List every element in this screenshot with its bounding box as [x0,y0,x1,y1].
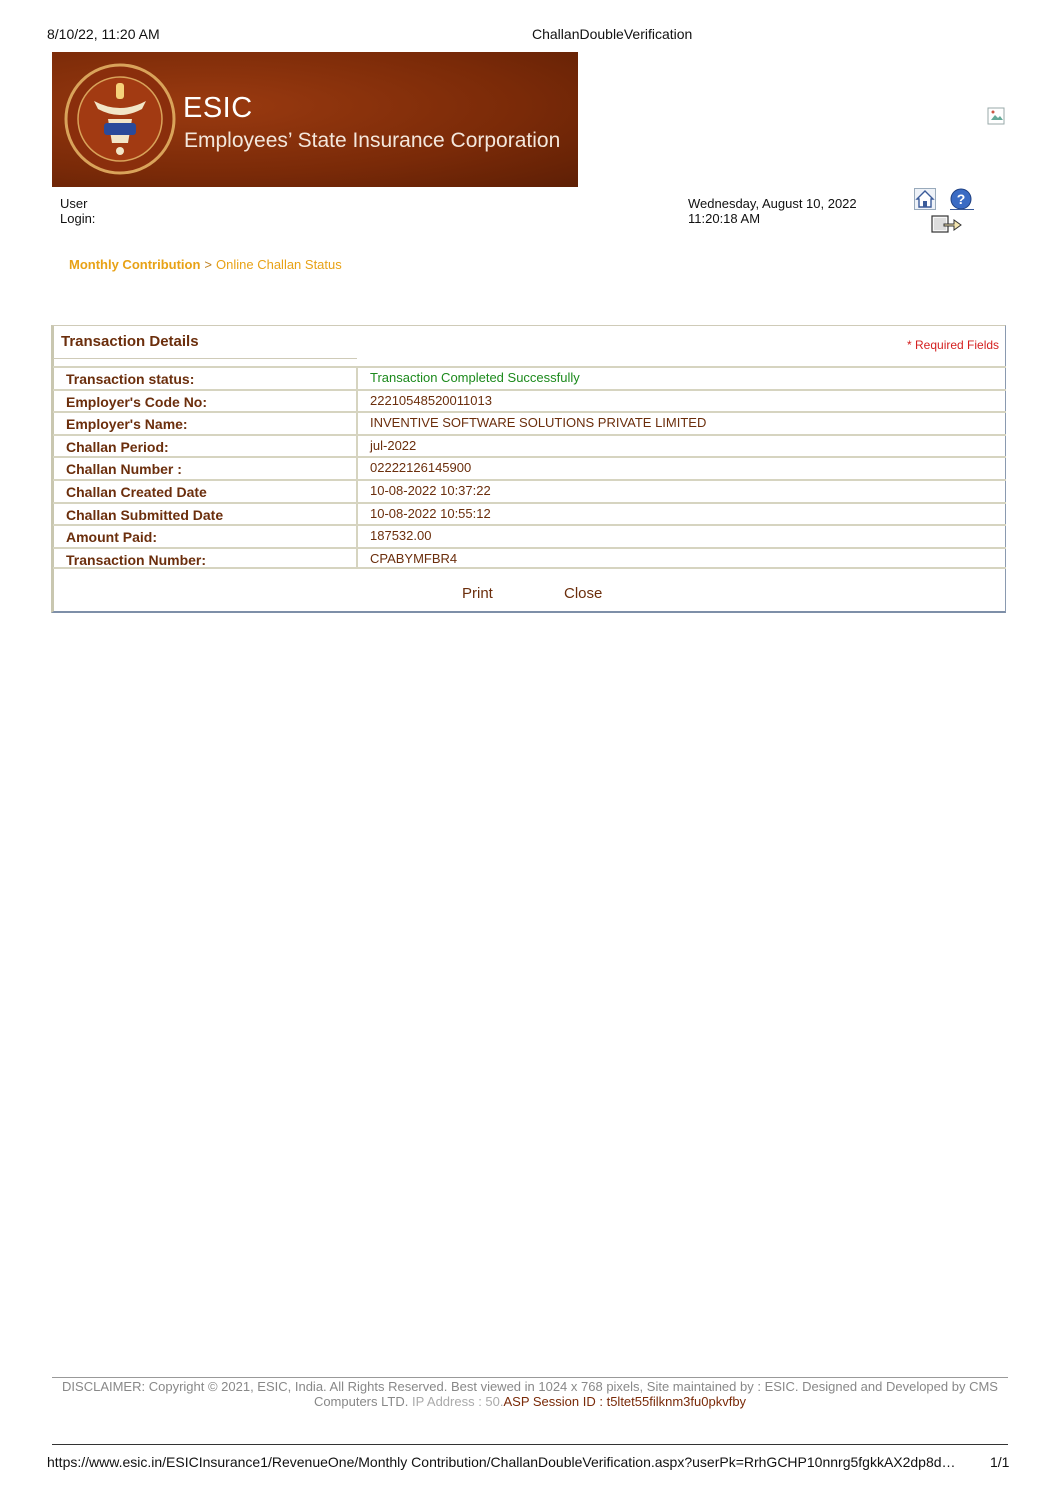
row-divider [356,547,358,568]
challan-created-date-value: 10-08-2022 10:37:22 [370,482,491,498]
breadcrumb-separator: > [204,257,213,272]
print-footer-rule [52,1444,1008,1445]
table-row [53,456,1006,479]
current-time: 11:20:18 AM [688,211,761,226]
required-fields-note: * Required Fields [907,338,1000,352]
print-datetime: 8/10/22, 11:20 AM [47,26,160,42]
table-row [53,411,1006,434]
esic-banner [52,52,578,187]
user-label-line2: Login: [60,211,96,226]
row-divider [356,479,358,502]
table-row [53,479,1006,502]
row-divider [356,524,358,547]
row-label: Employer's Code No: [66,393,208,410]
row-label: Amount Paid: [66,529,157,546]
breadcrumb-current: Online Challan Status [216,257,342,272]
svg-text:?: ? [956,191,966,207]
transaction-status-value: Transaction Completed Successfully [370,370,580,385]
row-label: Employer's Name: [66,416,188,433]
home-icon[interactable] [914,188,936,210]
print-page-number: 1/1 [990,1454,1010,1470]
breadcrumb-monthly-contribution[interactable]: Monthly Contribution [69,257,201,272]
breadcrumb [69,257,342,272]
table-row [53,524,1006,547]
challan-number-value: 02222126145900 [370,460,472,476]
row-label: Challan Period: [66,438,169,455]
row-divider [356,366,358,389]
row-label: Transaction status: [66,371,195,387]
row-label: Challan Created Date [66,483,207,500]
row-label: Challan Number : [66,461,182,478]
panel-title-underline [53,358,357,359]
row-label: Challan Submitted Date [66,506,224,523]
table-row [53,434,1006,457]
challan-period-value: jul-2022 [370,437,417,453]
challan-submitted-date-value: 10-08-2022 10:55:12 [370,505,491,521]
panel-title: Transaction Details [61,333,199,350]
esic-logo [64,63,176,175]
employer-code-value: 22210548520011013 [370,392,492,408]
transaction-table [53,366,1006,569]
current-date: Wednesday, August 10, 2022 [688,196,857,211]
print-button[interactable]: Print [462,585,493,602]
table-row [53,502,1006,525]
ip-address: IP Address : 50. [408,1394,504,1409]
table-row [53,366,1006,389]
employer-name-value: INVENTIVE SOFTWARE SOLUTIONS PRIVATE LIMITED [370,415,707,431]
broken-image-icon [987,107,1007,127]
table-row [53,547,1006,570]
row-label: Transaction Number: [66,551,207,568]
print-page-title: ChallanDoubleVerification [532,26,693,42]
session-id: ASP Session ID : t5ltet55filknm3fu0pkvfby [503,1394,747,1409]
user-label-line1: User [60,196,88,211]
row-divider [356,389,358,412]
disclaimer-text: DISCLAIMER: Copyright © 2021, ESIC, India. All Rights Reserved. Best viewed in 1024 x 768 pixels, Site maintained by : ESIC. Designed and Developed by CMS Computers LTD. [62,1379,998,1409]
row-divider [356,411,358,434]
disclaimer [52,1379,1008,1409]
row-divider [356,456,358,479]
user-login-label [60,196,95,226]
help-icon[interactable] [950,188,974,210]
transaction-number-value: CPABYMFBR4 [370,550,458,566]
banner-brand: ESIC [183,92,253,124]
logout-icon[interactable] [931,213,963,235]
banner-subtitle: Employees’ State Insurance Corporation [184,129,561,152]
row-divider [356,434,358,457]
print-url: https://www.esic.in/ESICInsurance1/RevenueOne/Monthly Contribution/ChallanDoubleVerification.aspx?userPk=RrhGCHP10nnrg5fgkkAX2dp8d… [47,1454,956,1470]
row-divider [356,502,358,525]
table-row [53,389,1006,412]
current-datetime [688,196,857,226]
disclaimer-rule [52,1377,1008,1378]
close-button[interactable]: Close [564,585,603,602]
amount-paid-value: 187532.00 [370,528,432,544]
